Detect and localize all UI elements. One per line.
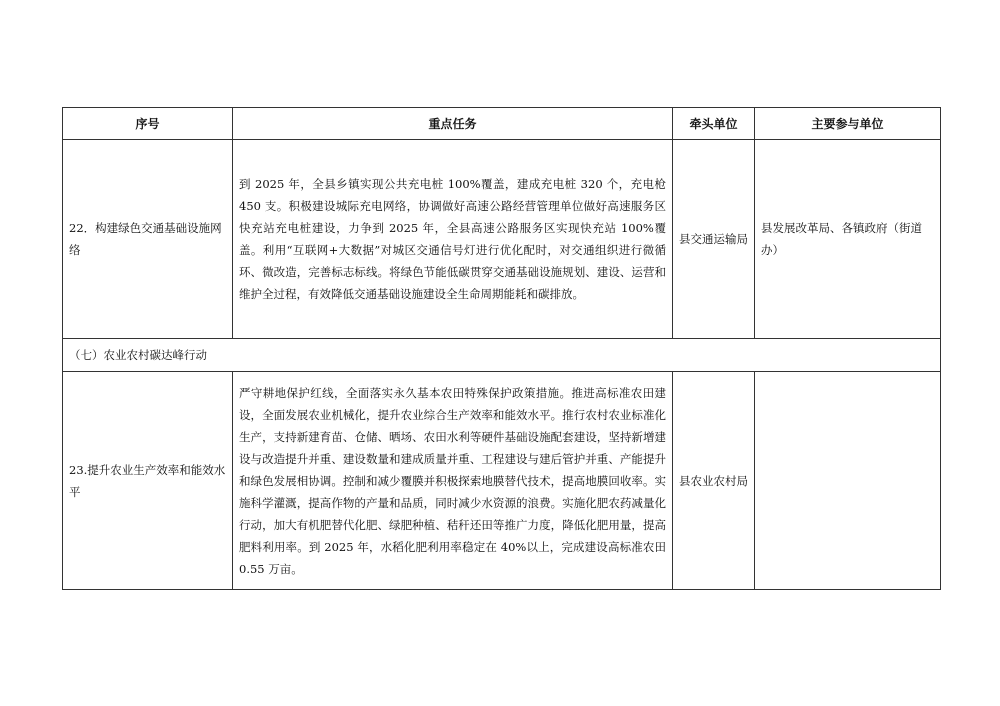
row23-participants — [755, 372, 941, 590]
header-lead: 牵头单位 — [673, 108, 755, 140]
task-table — [62, 107, 941, 590]
section-title: （七）农业农村碳达峰行动 — [63, 339, 941, 372]
row23-lead: 县农业农村局 — [673, 372, 755, 590]
row22-index: 22．构建绿色交通基础设施网络 — [63, 140, 233, 339]
row22-task — [233, 140, 673, 339]
row23-index: 23.提升农业生产效率和能效水平 — [63, 372, 233, 590]
row23-task-text: 严守耕地保护红线，全面落实永久基本农田特殊保护政策措施。推进高标准农田建设，全面发展农业机械化，提升农业综合生产效率和能效水平。推行农村农业标准化生产，支持新建育苗、仓储、晒场、农田水利等硬件基础设施配套建设，坚持新增建设与改造提升并重、建设数量和建成质量并重、工程建设与建后管护并重、产能提升和绿色发展相协调。控制和减少覆膜并积极探索地膜替代技术，提高地膜回收率。实施科学灌溉，提高作物的产量和品质，同时减少水资源的浪费。实施化肥农药减量化行动，加大有机肥替代化肥、绿肥种植、秸秆还田等推广力度，降低化肥用量，提高肥料利用率。到 2025 年，水稻化肥利用率稳定在 40%以上，完成建设高标准农田 0.55 万亩。 — [239, 385, 666, 576]
section-row — [63, 339, 941, 372]
table-row — [63, 140, 941, 339]
header-participants: 主要参与单位 — [755, 108, 941, 140]
row22-participants: 县发展改革局、各镇政府（街道办） — [755, 140, 941, 339]
row23-task — [233, 372, 673, 590]
table-header-row — [63, 108, 941, 140]
table-row — [63, 372, 941, 590]
header-index: 序号 — [63, 108, 233, 140]
header-task: 重点任务 — [233, 108, 673, 140]
row22-task-text: 到 2025 年，全县乡镇实现公共充电桩 100%覆盖，建成充电桩 320 个，充电枪 450 支。积极建设城际充电网络，协调做好高速公路经营管理单位做好高速服务区快充站充电桩建设，力争到 2025 年，全县高速公路服务区实现快充站 100%覆盖。利用“互联网+大数据”对城区交通信号灯进行优化配时，对交通组织进行微循环、微改造，完善标志标线。将绿色节能低碳贯穿交通基础设施规划、建设、运营和维护全过程，有效降低交通基础设施建设全生命周期能耗和碳排放。 — [239, 177, 666, 301]
row22-lead: 县交通运输局 — [673, 140, 755, 339]
